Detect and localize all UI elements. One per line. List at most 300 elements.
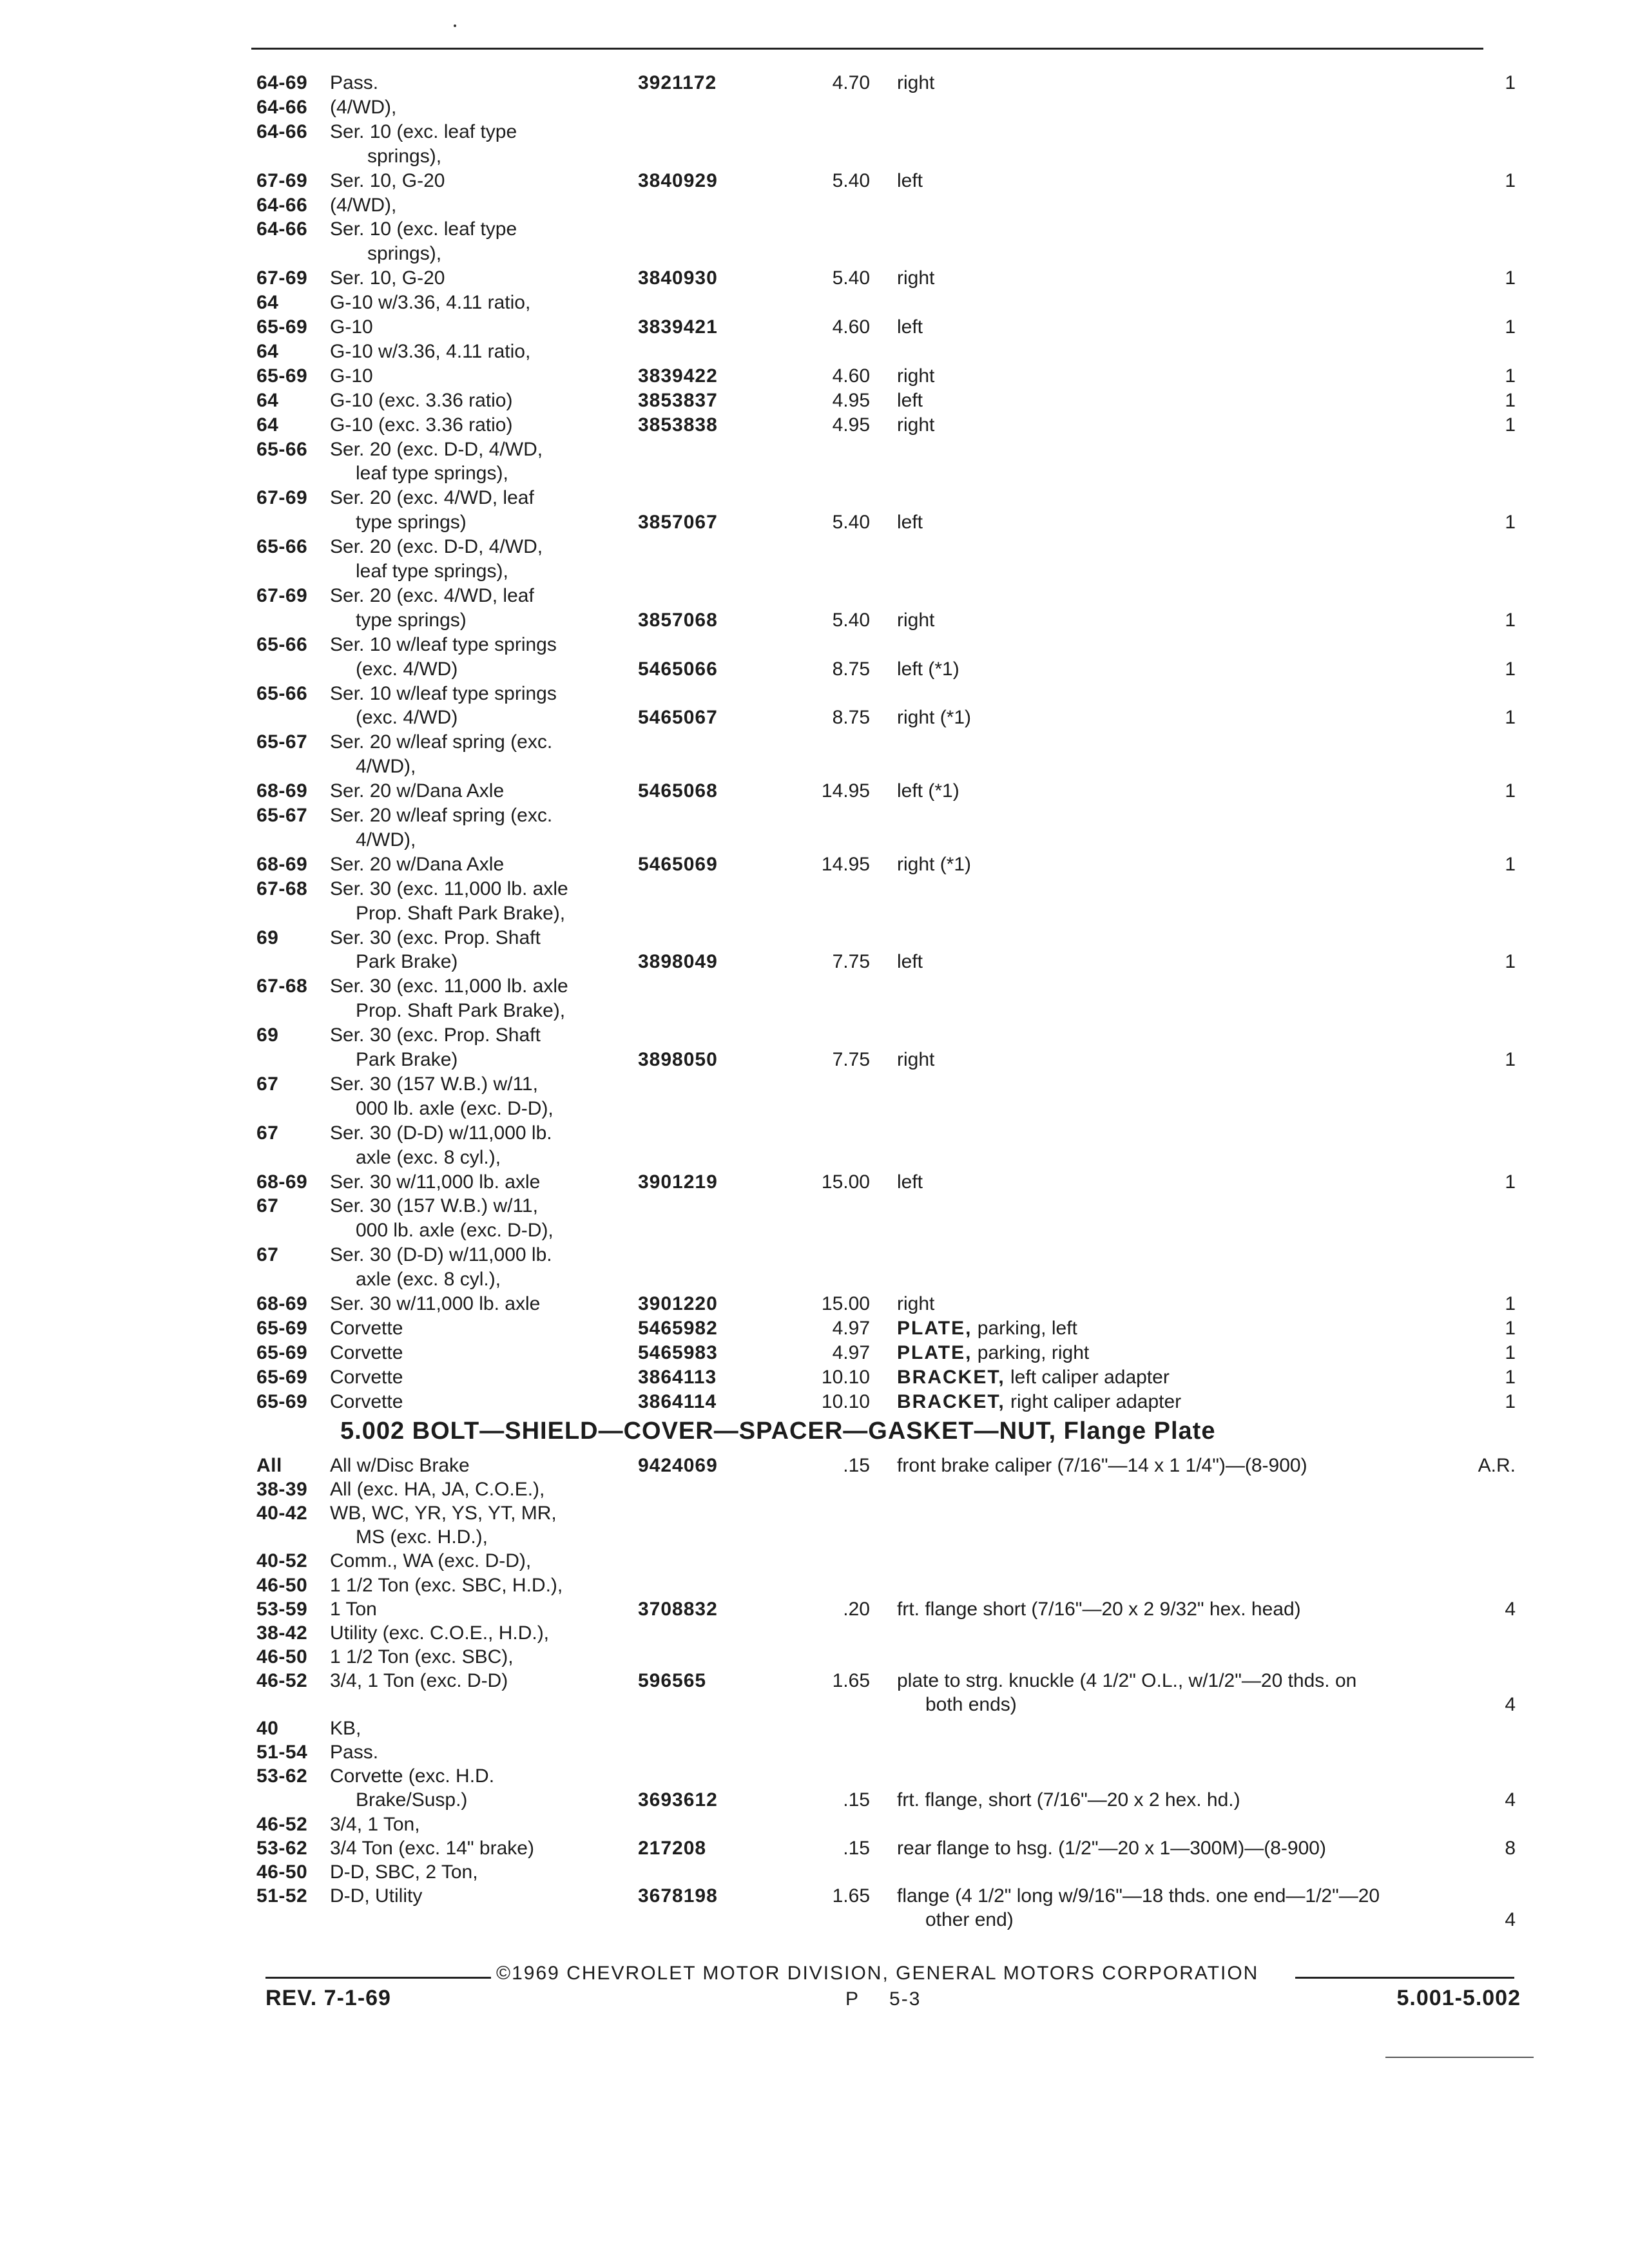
part-description xyxy=(897,364,934,389)
section-heading: 5.002 BOLT—SHIELD—COVER—SPACER—GASKET—NUT, Flange Plate xyxy=(340,1418,1216,1445)
parts-row xyxy=(0,1549,1629,1573)
quantity: 1 xyxy=(1505,169,1516,191)
parts-row xyxy=(0,1365,1629,1390)
parts-row xyxy=(0,901,1629,926)
parts-row xyxy=(0,950,1629,974)
application-desc: axle (exc. 8 cyl.), xyxy=(356,1269,501,1291)
application-desc: 4/WD), xyxy=(356,829,416,850)
parts-row xyxy=(0,437,1629,462)
quantity: 4 xyxy=(1505,1694,1516,1715)
model-years: 53-59 xyxy=(256,1598,308,1620)
price: 15.00 xyxy=(821,1171,870,1193)
part-description xyxy=(897,1836,1326,1861)
part-description xyxy=(897,1170,923,1195)
parts-row xyxy=(0,315,1629,340)
quantity: 1 xyxy=(1505,512,1516,533)
parts-row xyxy=(0,510,1629,535)
model-years: 67-68 xyxy=(256,878,308,899)
part-description xyxy=(897,1365,1170,1390)
part-number: 3857067 xyxy=(638,512,718,533)
model-years: 64 xyxy=(256,340,279,362)
quantity: 1 xyxy=(1505,853,1516,875)
part-description-text: right xyxy=(897,1293,935,1314)
quantity: 1 xyxy=(1505,1341,1516,1363)
application-desc: Ser. 30 (exc. 11,000 lb. axle xyxy=(330,975,568,997)
parts-row xyxy=(0,1477,1629,1502)
parts-row xyxy=(0,217,1629,242)
application-desc: Ser. 10 (exc. leaf type xyxy=(330,218,517,240)
price: 4.95 xyxy=(832,389,870,411)
part-description xyxy=(897,950,923,974)
part-description xyxy=(897,1316,1077,1341)
part-number: 9424069 xyxy=(638,1455,718,1476)
application-desc: Ser. 30 (157 W.B.) w/11, xyxy=(330,1073,538,1095)
model-years: 67-69 xyxy=(256,487,308,509)
application-desc: Ser. 20 (exc. D-D, 4/WD, xyxy=(330,536,543,558)
model-years: 46-52 xyxy=(256,1669,308,1691)
application-desc: springs), xyxy=(367,243,442,265)
parts-row xyxy=(0,169,1629,193)
part-description xyxy=(897,1048,934,1072)
quantity: A.R. xyxy=(1478,1455,1516,1476)
quantity: 8 xyxy=(1505,1837,1516,1859)
application-desc: Corvette xyxy=(330,1341,403,1363)
part-description-text: rear flange to hsg. (1/2"—20 x 1—300M)—(8-900) xyxy=(897,1837,1326,1859)
quantity: 4 xyxy=(1505,1908,1516,1930)
price: 5.40 xyxy=(832,609,870,631)
footer-copyright: ©1969 CHEVROLET MOTOR DIVISION, GENERAL MOTORS CORPORATION xyxy=(496,1963,1259,1984)
application-desc: 000 lb. axle (exc. D-D), xyxy=(356,1097,554,1119)
price: 10.10 xyxy=(821,1390,870,1412)
bottom-scan-line xyxy=(1385,2057,1534,2058)
quantity: 1 xyxy=(1505,1049,1516,1070)
model-years: 64 xyxy=(256,414,279,436)
model-years: 65-66 xyxy=(256,536,308,558)
application-desc: Ser. 10, G-20 xyxy=(330,169,445,191)
parts-row xyxy=(0,1860,1629,1885)
application-desc: (exc. 4/WD) xyxy=(356,658,458,680)
application-desc: G-10 xyxy=(330,316,373,338)
part-noun: PLATE, xyxy=(897,1341,972,1363)
parts-row xyxy=(0,1836,1629,1861)
part-description xyxy=(897,1597,1301,1622)
application-desc: G-10 w/3.36, 4.11 ratio, xyxy=(330,292,531,314)
parts-row xyxy=(0,1621,1629,1646)
part-description-text: parking, left xyxy=(972,1317,1077,1339)
application-desc: Corvette xyxy=(330,1390,403,1412)
part-description xyxy=(897,389,923,413)
model-years: 65-66 xyxy=(256,633,308,655)
price: 8.75 xyxy=(832,707,870,729)
part-description xyxy=(897,71,934,95)
part-description xyxy=(925,1908,1014,1932)
application-desc: Park Brake) xyxy=(356,951,458,973)
part-number: 3921172 xyxy=(638,72,717,93)
application-desc: All (exc. HA, JA, C.O.E.), xyxy=(330,1479,545,1501)
price: 1.65 xyxy=(832,1669,870,1691)
model-years: 64-66 xyxy=(256,120,308,142)
part-noun: BRACKET, xyxy=(897,1390,1005,1412)
part-number: 5465983 xyxy=(638,1341,718,1363)
model-years: 51-52 xyxy=(256,1885,308,1907)
application-desc: Ser. 30 w/11,000 lb. axle xyxy=(330,1171,541,1193)
application-desc: 1 Ton xyxy=(330,1598,377,1620)
quantity: 1 xyxy=(1505,316,1516,338)
application-desc: springs), xyxy=(367,145,442,167)
application-desc: D-D, SBC, 2 Ton, xyxy=(330,1861,478,1883)
price: 4.95 xyxy=(832,414,870,436)
application-desc: type springs) xyxy=(356,609,467,631)
application-desc: D-D, Utility xyxy=(330,1885,423,1907)
part-description xyxy=(897,1341,1089,1365)
parts-row xyxy=(0,95,1629,120)
price: .15 xyxy=(843,1789,870,1811)
parts-row xyxy=(0,999,1629,1023)
part-number: 5465069 xyxy=(638,853,718,875)
parts-row xyxy=(0,120,1629,144)
model-years: 64-66 xyxy=(256,194,308,216)
page-number: 5-3 xyxy=(889,1988,921,2010)
part-description xyxy=(925,1693,1017,1717)
model-years: 68-69 xyxy=(256,1293,308,1314)
part-description-text: right (*1) xyxy=(897,707,972,729)
part-description-text: right xyxy=(897,72,935,93)
price: 1.65 xyxy=(832,1885,870,1907)
part-description xyxy=(897,1390,1181,1414)
part-number: 3853838 xyxy=(638,414,718,436)
part-description xyxy=(897,1788,1240,1812)
model-years: 65-69 xyxy=(256,1390,308,1412)
price: 7.75 xyxy=(832,951,870,973)
part-number: 5465068 xyxy=(638,780,718,802)
application-desc: Ser. 30 w/11,000 lb. axle xyxy=(330,1293,541,1314)
parts-row xyxy=(0,706,1629,730)
model-years: 65-69 xyxy=(256,1341,308,1363)
model-years: 65-69 xyxy=(256,1366,308,1388)
parts-row xyxy=(0,266,1629,291)
price: .15 xyxy=(843,1837,870,1859)
application-desc: 1 1/2 Ton (exc. SBC), xyxy=(330,1646,514,1667)
quantity: 1 xyxy=(1505,389,1516,411)
application-desc: axle (exc. 8 cyl.), xyxy=(356,1146,501,1168)
part-description-text: right xyxy=(897,267,935,289)
price: 7.75 xyxy=(832,1049,870,1070)
price: 4.97 xyxy=(832,1341,870,1363)
parts-row xyxy=(0,1645,1629,1669)
part-description xyxy=(897,413,934,437)
model-years: 67 xyxy=(256,1195,279,1217)
model-years: 67-69 xyxy=(256,584,308,606)
quantity: 1 xyxy=(1505,1317,1516,1339)
parts-row xyxy=(0,1525,1629,1550)
part-description xyxy=(897,1292,934,1316)
part-number: 5465066 xyxy=(638,658,718,680)
top-rule xyxy=(251,48,1483,50)
application-desc: Ser. 20 w/leaf spring (exc. xyxy=(330,805,553,826)
quantity: 4 xyxy=(1505,1789,1516,1811)
parts-row xyxy=(0,1218,1629,1243)
parts-row xyxy=(0,584,1629,608)
application-desc: 000 lb. axle (exc. D-D), xyxy=(356,1220,554,1242)
model-years: 40-42 xyxy=(256,1503,308,1524)
application-desc: Pass. xyxy=(330,1742,379,1763)
parts-row xyxy=(0,413,1629,437)
parts-row xyxy=(0,1072,1629,1097)
application-desc: Ser. 20 (exc. 4/WD, leaf xyxy=(330,584,534,606)
part-description-text: right caliper adapter xyxy=(1005,1390,1182,1412)
part-description xyxy=(897,169,923,193)
application-desc: Ser. 20 (exc. 4/WD, leaf xyxy=(330,487,534,509)
part-number: 3898050 xyxy=(638,1049,718,1070)
parts-row xyxy=(0,364,1629,389)
part-description xyxy=(897,1454,1307,1478)
application-desc: Comm., WA (exc. D-D), xyxy=(330,1550,532,1572)
application-desc: MS (exc. H.D.), xyxy=(356,1526,488,1548)
parts-row xyxy=(0,1121,1629,1146)
price: .15 xyxy=(843,1455,870,1476)
price: 4.60 xyxy=(832,316,870,338)
parts-row xyxy=(0,291,1629,315)
part-description-text: right (*1) xyxy=(897,853,972,875)
application-desc: Ser. 30 (exc. Prop. Shaft xyxy=(330,927,541,948)
part-number: 3708832 xyxy=(638,1598,718,1620)
model-years: 65-69 xyxy=(256,316,308,338)
part-number: 3853837 xyxy=(638,389,718,411)
application-desc: All w/Disc Brake xyxy=(330,1455,470,1476)
part-description xyxy=(897,657,959,682)
part-number: 3678198 xyxy=(638,1885,718,1907)
parts-row xyxy=(0,1716,1629,1741)
footer-page xyxy=(845,1988,950,2010)
part-description-text: right xyxy=(897,414,935,436)
part-description-text: plate to strg. knuckle (4 1/2" O.L., w/1/2"—20 thds. on xyxy=(897,1669,1357,1691)
model-years: 65-67 xyxy=(256,731,308,753)
price: 10.10 xyxy=(821,1366,870,1388)
parts-row xyxy=(0,1573,1629,1598)
parts-row xyxy=(0,340,1629,364)
part-description xyxy=(897,1884,1380,1908)
parts-row xyxy=(0,852,1629,877)
part-number: 3901220 xyxy=(638,1293,718,1314)
application-desc: Ser. 30 (D-D) w/11,000 lb. xyxy=(330,1244,552,1266)
quantity: 1 xyxy=(1505,1293,1516,1314)
model-years: 38-39 xyxy=(256,1479,308,1501)
part-description-text: left (*1) xyxy=(897,658,959,680)
part-description xyxy=(897,779,959,803)
parts-row xyxy=(0,974,1629,999)
part-description xyxy=(897,315,923,340)
part-description-text: left (*1) xyxy=(897,780,959,802)
part-number: 5465982 xyxy=(638,1317,718,1339)
application-desc: Ser. 10 w/leaf type springs xyxy=(330,682,557,704)
parts-row xyxy=(0,877,1629,901)
application-desc: Ser. 30 (exc. 11,000 lb. axle xyxy=(330,878,568,899)
part-number: 3864114 xyxy=(638,1390,717,1412)
model-years: 51-54 xyxy=(256,1742,308,1763)
quantity: 1 xyxy=(1505,267,1516,289)
application-desc: Brake/Susp.) xyxy=(356,1789,468,1811)
part-description-text: right xyxy=(897,609,935,631)
part-description-text: left xyxy=(897,951,923,973)
model-years: 65-66 xyxy=(256,438,308,460)
quantity: 4 xyxy=(1505,1598,1516,1620)
part-number: 3840930 xyxy=(638,267,718,289)
part-number: 596565 xyxy=(638,1669,707,1691)
model-years: 40-52 xyxy=(256,1550,308,1572)
part-description xyxy=(897,510,923,535)
quantity: 1 xyxy=(1505,1390,1516,1412)
application-desc: G-10 w/3.36, 4.11 ratio, xyxy=(330,340,531,362)
application-desc: 1 1/2 Ton (exc. SBC, H.D.), xyxy=(330,1574,563,1596)
price: 5.40 xyxy=(832,169,870,191)
application-desc: 3/4 Ton (exc. 14" brake) xyxy=(330,1837,534,1859)
application-desc: G-10 (exc. 3.36 ratio) xyxy=(330,389,513,411)
application-desc: G-10 xyxy=(330,365,373,387)
parts-row xyxy=(0,1316,1629,1341)
price: 4.70 xyxy=(832,72,870,93)
parts-row xyxy=(0,1884,1629,1908)
price: 5.40 xyxy=(832,512,870,533)
part-number: 217208 xyxy=(638,1837,707,1859)
model-years: 69 xyxy=(256,927,279,948)
price: 4.60 xyxy=(832,365,870,387)
parts-row xyxy=(0,1390,1629,1414)
model-years: 46-50 xyxy=(256,1646,308,1667)
parts-row xyxy=(0,71,1629,95)
parts-row xyxy=(0,1023,1629,1048)
model-years: 68-69 xyxy=(256,1171,308,1193)
part-number: 3857068 xyxy=(638,609,718,631)
part-number: 3839422 xyxy=(638,365,718,387)
model-years: 53-62 xyxy=(256,1837,308,1859)
model-years: 46-52 xyxy=(256,1813,308,1835)
part-description-text: left xyxy=(897,316,923,338)
application-desc: Corvette xyxy=(330,1317,403,1339)
model-years: 67 xyxy=(256,1244,279,1266)
quantity: 1 xyxy=(1505,707,1516,729)
parts-row xyxy=(0,828,1629,852)
application-desc: Ser. 10 (exc. leaf type xyxy=(330,120,517,142)
part-description xyxy=(897,706,971,730)
model-years: 68-69 xyxy=(256,780,308,802)
application-desc: KB, xyxy=(330,1718,361,1740)
model-years: 68-69 xyxy=(256,853,308,875)
footer-section-range: 5.001-5.002 xyxy=(1396,1986,1521,2010)
parts-row xyxy=(0,1146,1629,1170)
quantity: 1 xyxy=(1505,1366,1516,1388)
part-description-text: right xyxy=(897,365,935,387)
price: .20 xyxy=(843,1598,870,1620)
parts-row xyxy=(0,1764,1629,1789)
model-years: 40 xyxy=(256,1718,279,1740)
application-desc: Pass. xyxy=(330,72,379,93)
part-number: 3693612 xyxy=(638,1789,718,1811)
parts-row xyxy=(0,803,1629,828)
quantity: 1 xyxy=(1505,365,1516,387)
model-years: All xyxy=(256,1455,282,1476)
part-description-text: both ends) xyxy=(925,1694,1017,1715)
parts-row xyxy=(0,559,1629,584)
model-years: 67-68 xyxy=(256,975,308,997)
application-desc: Ser. 30 (exc. Prop. Shaft xyxy=(330,1024,541,1046)
model-years: 67 xyxy=(256,1073,279,1095)
price: 14.95 xyxy=(821,780,870,802)
application-desc: (4/WD), xyxy=(330,194,397,216)
application-desc: Utility (exc. C.O.E., H.D.), xyxy=(330,1622,550,1644)
parts-row xyxy=(0,682,1629,706)
part-noun: PLATE, xyxy=(897,1317,972,1339)
application-desc: Prop. Shaft Park Brake), xyxy=(356,1000,566,1022)
parts-row xyxy=(0,730,1629,754)
part-description-text: right xyxy=(897,1049,935,1070)
scan-speck xyxy=(454,24,456,27)
parts-row xyxy=(0,1669,1629,1693)
application-desc: (4/WD), xyxy=(330,96,397,118)
parts-row xyxy=(0,1908,1629,1932)
application-desc: Ser. 20 (exc. D-D, 4/WD, xyxy=(330,438,543,460)
application-desc: Ser. 20 w/Dana Axle xyxy=(330,780,505,802)
application-desc: Corvette xyxy=(330,1366,403,1388)
application-desc: Park Brake) xyxy=(356,1049,458,1070)
quantity: 1 xyxy=(1505,72,1516,93)
parts-row xyxy=(0,1788,1629,1812)
model-years: 69 xyxy=(256,1024,279,1046)
part-description xyxy=(897,608,934,633)
parts-row xyxy=(0,1097,1629,1121)
parts-row xyxy=(0,1812,1629,1837)
part-description-text: frt. flange short (7/16"—20 x 2 9/32" hex. head) xyxy=(897,1598,1301,1620)
part-noun: BRACKET, xyxy=(897,1366,1005,1388)
parts-row xyxy=(0,1292,1629,1316)
application-desc: (exc. 4/WD) xyxy=(356,707,458,729)
part-description xyxy=(897,852,971,877)
parts-row xyxy=(0,1597,1629,1622)
model-years: 65-69 xyxy=(256,1317,308,1339)
footer-revision: REV. 7-1-69 xyxy=(265,1986,391,2010)
part-description-text: frt. flange, short (7/16"—20 x 2 hex. hd.) xyxy=(897,1789,1240,1811)
application-desc: Ser. 20 w/leaf spring (exc. xyxy=(330,731,553,753)
part-description-text: left caliper adapter xyxy=(1005,1366,1170,1388)
model-years: 38-42 xyxy=(256,1622,308,1644)
model-years: 64 xyxy=(256,292,279,314)
price: 15.00 xyxy=(821,1293,870,1314)
parts-row xyxy=(0,657,1629,682)
quantity: 1 xyxy=(1505,414,1516,436)
part-description-text: left xyxy=(897,169,923,191)
application-desc: Ser. 20 w/Dana Axle xyxy=(330,853,505,875)
part-description-text: flange (4 1/2" long w/9/16"—18 thds. one end—1/2"—20 xyxy=(897,1885,1380,1907)
model-years: 67-69 xyxy=(256,169,308,191)
model-years: 65-67 xyxy=(256,805,308,826)
part-number: 3901219 xyxy=(638,1171,718,1193)
application-desc: G-10 (exc. 3.36 ratio) xyxy=(330,414,513,436)
parts-row xyxy=(0,1243,1629,1267)
parts-row xyxy=(0,1454,1629,1478)
price: 8.75 xyxy=(832,658,870,680)
model-years: 65-69 xyxy=(256,365,308,387)
parts-row xyxy=(0,1501,1629,1526)
application-desc: Corvette (exc. H.D. xyxy=(330,1765,495,1787)
parts-row xyxy=(0,389,1629,413)
parts-row xyxy=(0,1170,1629,1195)
part-description-text: other end) xyxy=(925,1908,1014,1930)
parts-row xyxy=(0,1048,1629,1072)
parts-row xyxy=(0,1740,1629,1765)
application-desc: Ser. 30 (D-D) w/11,000 lb. xyxy=(330,1122,552,1144)
quantity: 1 xyxy=(1505,780,1516,802)
parts-row xyxy=(0,461,1629,486)
quantity: 1 xyxy=(1505,609,1516,631)
